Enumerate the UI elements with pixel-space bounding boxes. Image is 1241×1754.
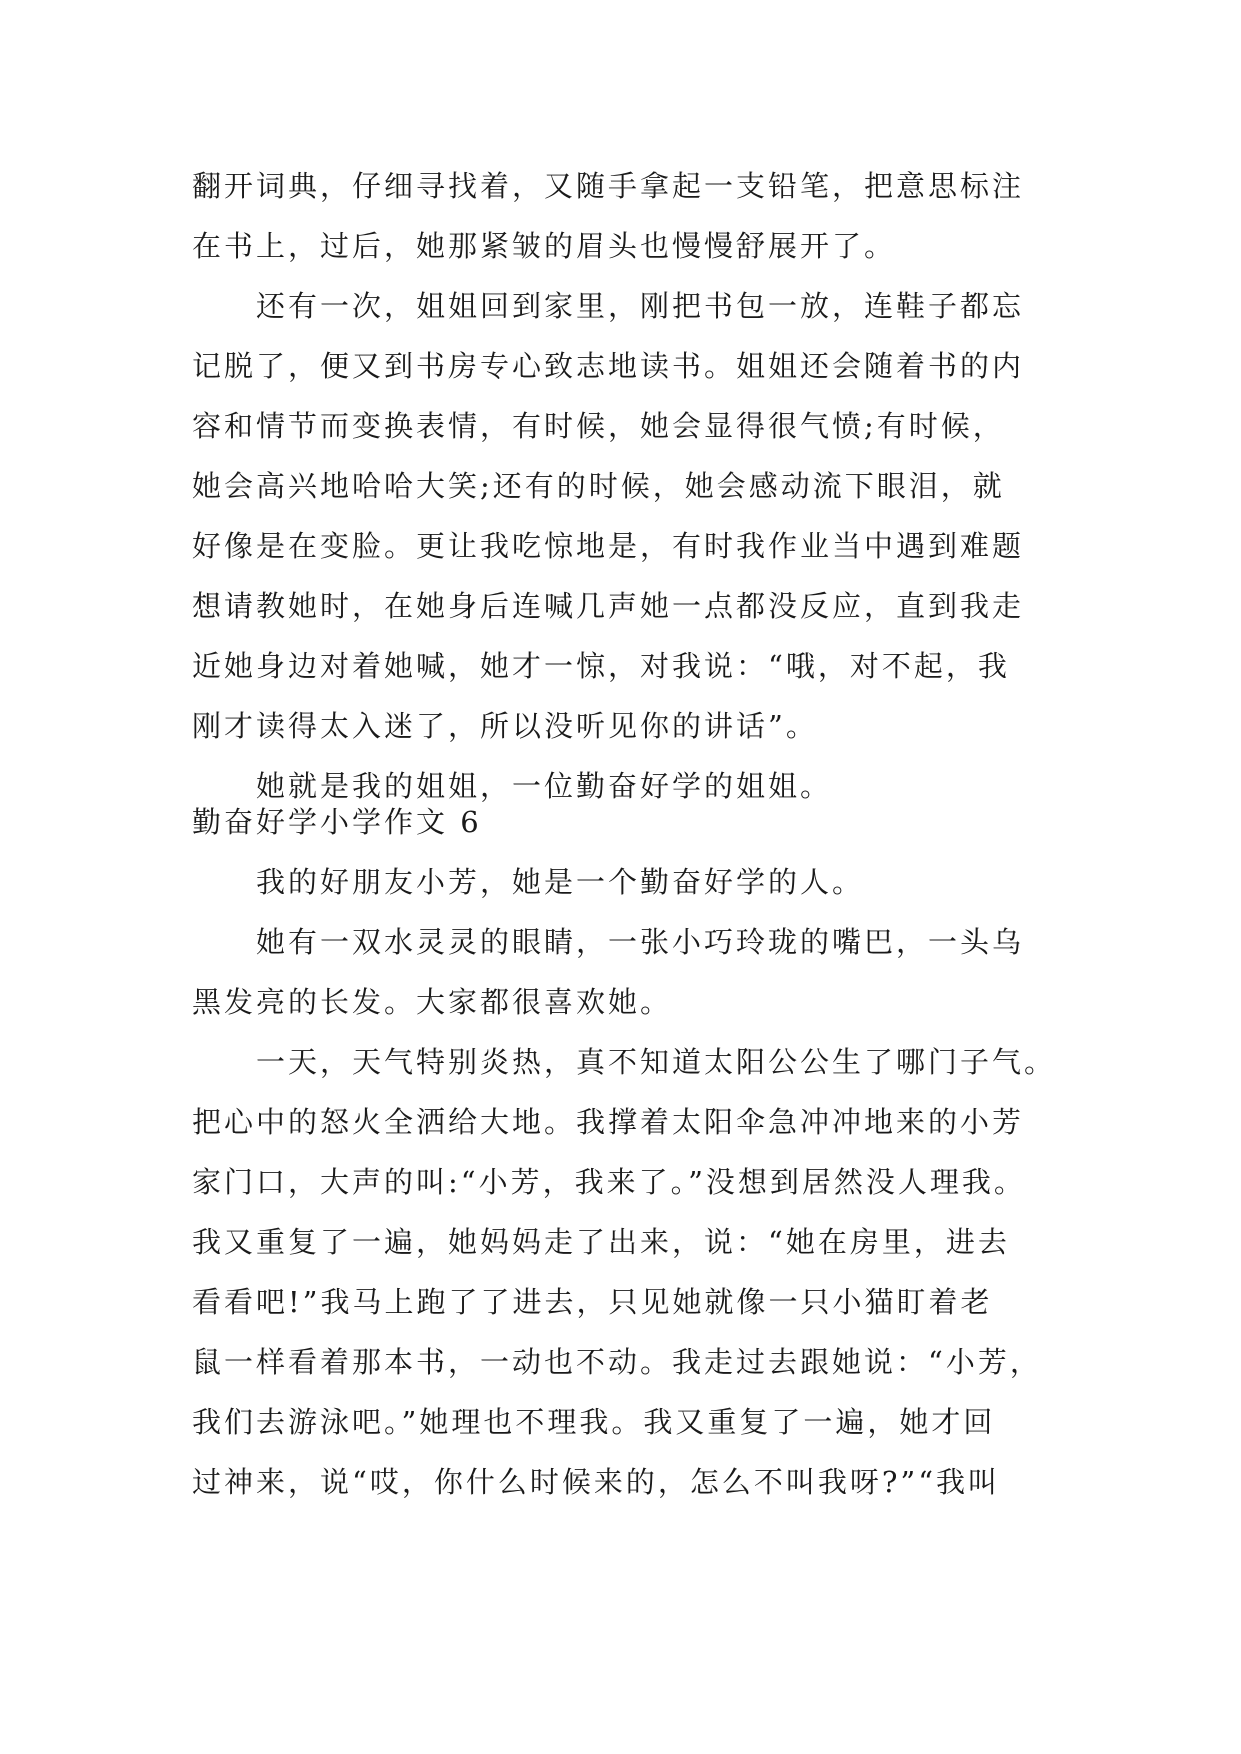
text-line: 家门口，大声的叫:“小芳，我来了。”没想到居然没人理我。 (192, 1165, 1026, 1199)
text-line: 在书上，过后，她那紧皱的眉头也慢慢舒展开了。 (192, 229, 897, 263)
essay-section-b (192, 852, 1062, 1512)
text-line: 我们去游泳吧。”她理也不理我。我又重复了一遍，她才回 (192, 1405, 996, 1439)
text-line: 好像是在变脸。更让我吃惊地是，有时我作业当中遇到难题 (192, 529, 1025, 563)
text-line: 近她身边对着她喊，她才一惊，对我说：“哦，对不起，我 (192, 649, 1010, 683)
text-line: 鼠一样看着那本书，一动也不动。我走过去跟她说：“小芳， (192, 1345, 1042, 1379)
text-line: 过神来，说“哎，你什么时候来的，怎么不叫我呀?”“我叫 (192, 1465, 1001, 1499)
text-line: 她会高兴地哈哈大笑;还有的时候，她会感动流下眼泪，就 (192, 469, 1005, 503)
text-line: 把心中的怒火全洒给大地。我撑着太阳伞急冲冲地来的小芳 (192, 1105, 1025, 1139)
text-line: 看看吧!”我马上跑了了进去，只见她就像一只小猫盯着老 (192, 1285, 993, 1319)
essay-section-a (192, 156, 1062, 816)
paragraph-start-line: 我的好朋友小芳，她是一个勤奋好学的人。 (256, 865, 865, 899)
text-line: 我又重复了一遍，她妈妈走了出来，说：“她在房里，进去 (192, 1225, 1010, 1259)
text-line: 想请教她时，在她身后连喊几声她一点都没反应，直到我走 (192, 589, 1025, 623)
text-line: 黑发亮的长发。大家都很喜欢她。 (192, 985, 673, 1019)
paragraph-start-line: 她就是我的姐姐，一位勤奋好学的姐姐。 (256, 769, 833, 803)
essay-title: 勤奋好学小学作文 6 (192, 805, 482, 839)
paragraph-start-line: 她有一双水灵灵的眼睛，一张小巧玲珑的嘴巴，一头乌 (256, 925, 1025, 959)
paragraph-start-line: 一天，天气特别炎热，真不知道太阳公公生了哪门子气。 (256, 1045, 1057, 1079)
text-line: 容和情节而变换表情，有时候，她会显得很气愤;有时候， (192, 409, 1005, 443)
text-line: 记脱了，便又到书房专心致志地读书。姐姐还会随着书的内 (192, 349, 1025, 383)
paragraph-start-line: 还有一次，姐姐回到家里，刚把书包一放，连鞋子都忘 (256, 289, 1025, 323)
text-line: 翻开词典，仔细寻找着，又随手拿起一支铅笔，把意思标注 (192, 169, 1025, 203)
text-line: 刚才读得太入迷了，所以没听见你的讲话”。 (192, 709, 818, 743)
